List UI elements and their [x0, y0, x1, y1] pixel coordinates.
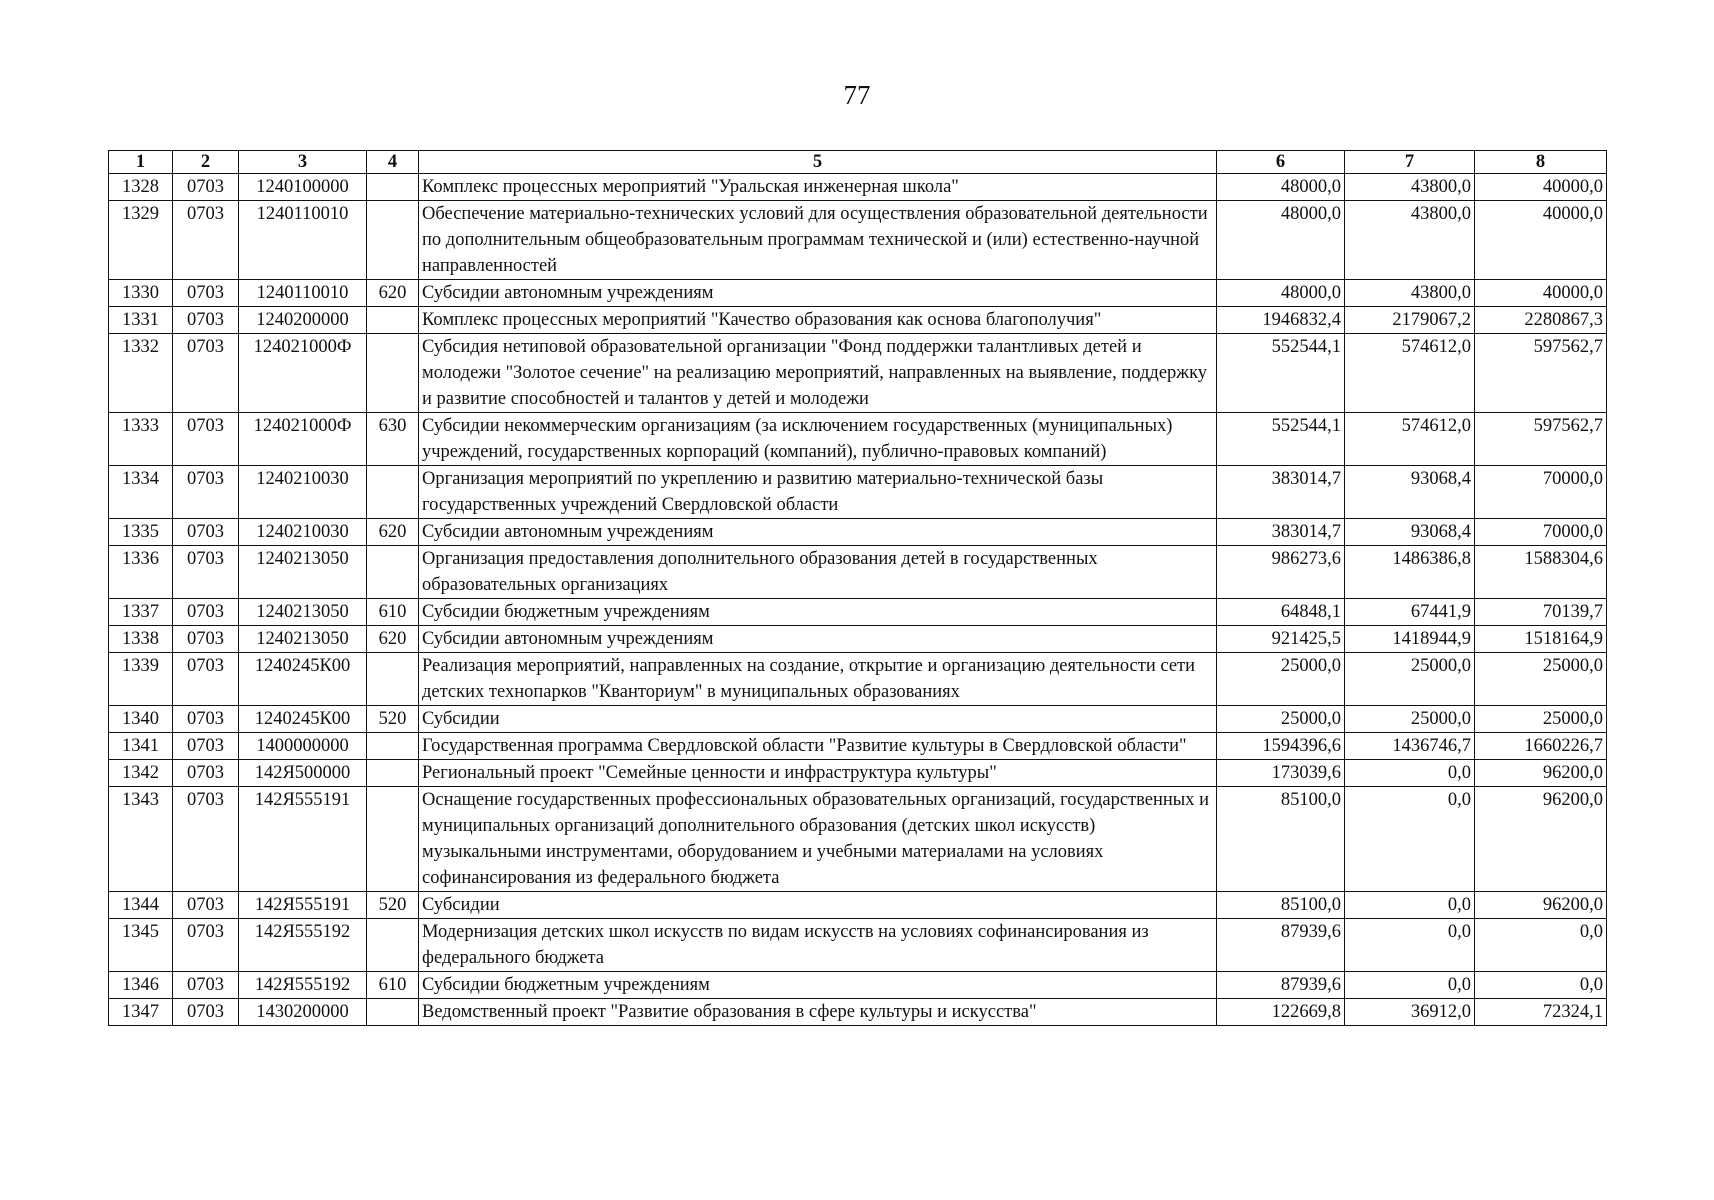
- section-code: 0703: [173, 280, 239, 307]
- item-name: Организация предоставления дополнительного образования детей в государственных образовательных организациях: [419, 546, 1217, 599]
- column-header-1: 1: [109, 151, 173, 174]
- section-code: 0703: [173, 653, 239, 706]
- amount-year-1: 552544,1: [1217, 334, 1345, 413]
- target-code: 1400000000: [239, 733, 367, 760]
- amount-year-3: 1660226,7: [1475, 733, 1607, 760]
- page-number: 77: [843, 80, 871, 110]
- amount-year-1: 552544,1: [1217, 413, 1345, 466]
- table-row: [109, 706, 1607, 733]
- amount-year-1: 25000,0: [1217, 653, 1345, 706]
- item-name: Субсидии автономным учреждениям: [419, 519, 1217, 546]
- row-number: 1330: [109, 280, 173, 307]
- row-number: 1331: [109, 307, 173, 334]
- row-number: 1347: [109, 999, 173, 1026]
- section-code: 0703: [173, 466, 239, 519]
- expense-type: [367, 787, 419, 892]
- item-name: Субсидии автономным учреждениям: [419, 280, 1217, 307]
- item-name: Субсидия нетиповой образовательной организации "Фонд поддержки талантливых детей и молодежи "Золотое сечение" на реализацию мероприятий, направленных на выявление, поддержку и развитие способностей и талантов у детей и молодежи: [419, 334, 1217, 413]
- expense-type: [367, 999, 419, 1026]
- amount-year-3: 40000,0: [1475, 280, 1607, 307]
- section-code: 0703: [173, 599, 239, 626]
- amount-year-1: 25000,0: [1217, 706, 1345, 733]
- amount-year-1: 173039,6: [1217, 760, 1345, 787]
- row-number: 1345: [109, 919, 173, 972]
- row-number: 1346: [109, 972, 173, 999]
- section-code: 0703: [173, 706, 239, 733]
- amount-year-2: 0,0: [1345, 892, 1475, 919]
- section-code: 0703: [173, 626, 239, 653]
- item-name: Реализация мероприятий, направленных на создание, открытие и организацию деятельности сети детских технопарков "Кванториум" в муниципальных образованиях: [419, 653, 1217, 706]
- amount-year-2: 574612,0: [1345, 413, 1475, 466]
- item-name: Оснащение государственных профессиональных образовательных организаций, государственных и муниципальных организаций дополнительного образования (детских школ искусств) музыкальными инструментами, оборудованием и учебными материалами на условиях софинансирования из федерального бюджета: [419, 787, 1217, 892]
- target-code: 1240213050: [239, 546, 367, 599]
- item-name: Организация мероприятий по укреплению и развитию материально-технической базы государственных учреждений Свердловской области: [419, 466, 1217, 519]
- section-code: 0703: [173, 201, 239, 280]
- item-name: Обеспечение материально-технических условий для осуществления образовательной деятельности по дополнительным общеобразовательным программам технической и (или) естественно-научной направленностей: [419, 201, 1217, 280]
- item-name: Субсидии: [419, 892, 1217, 919]
- amount-year-3: 70000,0: [1475, 466, 1607, 519]
- item-name: Субсидии некоммерческим организациям (за исключением государственных (муниципальных) учреждений, государственных корпораций (компаний), публично-правовых компаний): [419, 413, 1217, 466]
- row-number: 1342: [109, 760, 173, 787]
- section-code: 0703: [173, 733, 239, 760]
- amount-year-3: 597562,7: [1475, 413, 1607, 466]
- expense-type: [367, 174, 419, 201]
- expense-type: [367, 653, 419, 706]
- amount-year-1: 986273,6: [1217, 546, 1345, 599]
- target-code: 1240100000: [239, 174, 367, 201]
- amount-year-2: 2179067,2: [1345, 307, 1475, 334]
- section-code: 0703: [173, 334, 239, 413]
- target-code: 142Я555192: [239, 919, 367, 972]
- table-row: [109, 546, 1607, 599]
- amount-year-3: 0,0: [1475, 972, 1607, 999]
- amount-year-3: 96200,0: [1475, 760, 1607, 787]
- item-name: Комплекс процессных мероприятий "Уральская инженерная школа": [419, 174, 1217, 201]
- row-number: 1333: [109, 413, 173, 466]
- expense-type: 630: [367, 413, 419, 466]
- amount-year-1: 383014,7: [1217, 519, 1345, 546]
- item-name: Ведомственный проект "Развитие образования в сфере культуры и искусства": [419, 999, 1217, 1026]
- table-row: [109, 599, 1607, 626]
- row-number: 1338: [109, 626, 173, 653]
- amount-year-2: 0,0: [1345, 760, 1475, 787]
- amount-year-1: 87939,6: [1217, 972, 1345, 999]
- amount-year-1: 48000,0: [1217, 280, 1345, 307]
- expense-type: [367, 733, 419, 760]
- row-number: 1329: [109, 201, 173, 280]
- amount-year-2: 25000,0: [1345, 706, 1475, 733]
- expense-type: 610: [367, 599, 419, 626]
- row-number: 1341: [109, 733, 173, 760]
- row-number: 1334: [109, 466, 173, 519]
- target-code: 1240110010: [239, 280, 367, 307]
- expense-type: 620: [367, 519, 419, 546]
- item-name: Субсидии бюджетным учреждениям: [419, 972, 1217, 999]
- amount-year-3: 96200,0: [1475, 892, 1607, 919]
- item-name: Субсидии автономным учреждениям: [419, 626, 1217, 653]
- amount-year-3: 70139,7: [1475, 599, 1607, 626]
- amount-year-3: 0,0: [1475, 919, 1607, 972]
- table-row: [109, 972, 1607, 999]
- row-number: 1343: [109, 787, 173, 892]
- table-row: [109, 626, 1607, 653]
- item-name: Комплекс процессных мероприятий "Качество образования как основа благополучия": [419, 307, 1217, 334]
- section-code: 0703: [173, 413, 239, 466]
- row-number: 1336: [109, 546, 173, 599]
- amount-year-2: 0,0: [1345, 787, 1475, 892]
- row-number: 1332: [109, 334, 173, 413]
- expense-type: [367, 466, 419, 519]
- column-header-4: 4: [367, 151, 419, 174]
- table-row: [109, 413, 1607, 466]
- table-row: [109, 334, 1607, 413]
- column-header-2: 2: [173, 151, 239, 174]
- item-name: Субсидии бюджетным учреждениям: [419, 599, 1217, 626]
- column-header-7: 7: [1345, 151, 1475, 174]
- amount-year-3: 72324,1: [1475, 999, 1607, 1026]
- table-row: [109, 733, 1607, 760]
- row-number: 1340: [109, 706, 173, 733]
- amount-year-2: 43800,0: [1345, 201, 1475, 280]
- section-code: 0703: [173, 519, 239, 546]
- table-row: [109, 307, 1607, 334]
- amount-year-2: 1486386,8: [1345, 546, 1475, 599]
- amount-year-3: 1588304,6: [1475, 546, 1607, 599]
- amount-year-2: 25000,0: [1345, 653, 1475, 706]
- section-code: 0703: [173, 972, 239, 999]
- amount-year-3: 1518164,9: [1475, 626, 1607, 653]
- table-row: [109, 519, 1607, 546]
- item-name: Региональный проект "Семейные ценности и инфраструктура культуры": [419, 760, 1217, 787]
- expense-type: [367, 919, 419, 972]
- amount-year-2: 1418944,9: [1345, 626, 1475, 653]
- item-name: Модернизация детских школ искусств по видам искусств на условиях софинансирования из федерального бюджета: [419, 919, 1217, 972]
- target-code: 1240110010: [239, 201, 367, 280]
- table-row: [109, 760, 1607, 787]
- amount-year-3: 2280867,3: [1475, 307, 1607, 334]
- table-row: [109, 201, 1607, 280]
- table-row: [109, 653, 1607, 706]
- row-number: 1337: [109, 599, 173, 626]
- row-number: 1339: [109, 653, 173, 706]
- amount-year-2: 574612,0: [1345, 334, 1475, 413]
- section-code: 0703: [173, 919, 239, 972]
- amount-year-2: 1436746,7: [1345, 733, 1475, 760]
- amount-year-3: 70000,0: [1475, 519, 1607, 546]
- item-name: Государственная программа Свердловской области "Развитие культуры в Свердловской области": [419, 733, 1217, 760]
- table-row: [109, 280, 1607, 307]
- expense-type: [367, 307, 419, 334]
- target-code: 124021000Ф: [239, 413, 367, 466]
- section-code: 0703: [173, 892, 239, 919]
- expense-type: 620: [367, 626, 419, 653]
- amount-year-1: 383014,7: [1217, 466, 1345, 519]
- amount-year-3: 96200,0: [1475, 787, 1607, 892]
- amount-year-2: 93068,4: [1345, 519, 1475, 546]
- target-code: 124021000Ф: [239, 334, 367, 413]
- expense-type: 610: [367, 972, 419, 999]
- amount-year-2: 36912,0: [1345, 999, 1475, 1026]
- amount-year-2: 0,0: [1345, 972, 1475, 999]
- amount-year-1: 1594396,6: [1217, 733, 1345, 760]
- expense-type: [367, 546, 419, 599]
- column-header-3: 3: [239, 151, 367, 174]
- table-row: [109, 174, 1607, 201]
- target-code: 1240245К00: [239, 653, 367, 706]
- table-row: [109, 892, 1607, 919]
- amount-year-3: 40000,0: [1475, 201, 1607, 280]
- section-code: 0703: [173, 174, 239, 201]
- amount-year-1: 64848,1: [1217, 599, 1345, 626]
- target-code: 1240200000: [239, 307, 367, 334]
- target-code: 142Я500000: [239, 760, 367, 787]
- amount-year-2: 43800,0: [1345, 174, 1475, 201]
- table-header-row: [109, 151, 1607, 174]
- column-header-5: 5: [419, 151, 1217, 174]
- amount-year-3: 25000,0: [1475, 653, 1607, 706]
- amount-year-3: 597562,7: [1475, 334, 1607, 413]
- amount-year-1: 87939,6: [1217, 919, 1345, 972]
- target-code: 1240210030: [239, 519, 367, 546]
- item-name: Субсидии: [419, 706, 1217, 733]
- amount-year-1: 85100,0: [1217, 892, 1345, 919]
- amount-year-3: 40000,0: [1475, 174, 1607, 201]
- row-number: 1328: [109, 174, 173, 201]
- table-row: [109, 919, 1607, 972]
- row-number: 1344: [109, 892, 173, 919]
- target-code: 1240213050: [239, 626, 367, 653]
- expense-type: 520: [367, 706, 419, 733]
- amount-year-1: 921425,5: [1217, 626, 1345, 653]
- section-code: 0703: [173, 760, 239, 787]
- amount-year-2: 67441,9: [1345, 599, 1475, 626]
- column-header-6: 6: [1217, 151, 1345, 174]
- expense-type: 620: [367, 280, 419, 307]
- section-code: 0703: [173, 787, 239, 892]
- section-code: 0703: [173, 546, 239, 599]
- target-code: 1240213050: [239, 599, 367, 626]
- target-code: 142Я555191: [239, 892, 367, 919]
- expense-type: [367, 334, 419, 413]
- column-header-8: 8: [1475, 151, 1607, 174]
- target-code: 142Я555191: [239, 787, 367, 892]
- amount-year-2: 43800,0: [1345, 280, 1475, 307]
- expense-type: 520: [367, 892, 419, 919]
- section-code: 0703: [173, 999, 239, 1026]
- target-code: 1240210030: [239, 466, 367, 519]
- amount-year-3: 25000,0: [1475, 706, 1607, 733]
- section-code: 0703: [173, 307, 239, 334]
- table-row: [109, 787, 1607, 892]
- target-code: 1430200000: [239, 999, 367, 1026]
- amount-year-1: 1946832,4: [1217, 307, 1345, 334]
- expense-type: [367, 201, 419, 280]
- expense-type: [367, 760, 419, 787]
- amount-year-2: 93068,4: [1345, 466, 1475, 519]
- amount-year-1: 122669,8: [1217, 999, 1345, 1026]
- budget-table: [108, 150, 1607, 1026]
- amount-year-1: 85100,0: [1217, 787, 1345, 892]
- amount-year-1: 48000,0: [1217, 201, 1345, 280]
- amount-year-1: 48000,0: [1217, 174, 1345, 201]
- amount-year-2: 0,0: [1345, 919, 1475, 972]
- target-code: 142Я555192: [239, 972, 367, 999]
- target-code: 1240245К00: [239, 706, 367, 733]
- table-row: [109, 466, 1607, 519]
- table-row: [109, 999, 1607, 1026]
- row-number: 1335: [109, 519, 173, 546]
